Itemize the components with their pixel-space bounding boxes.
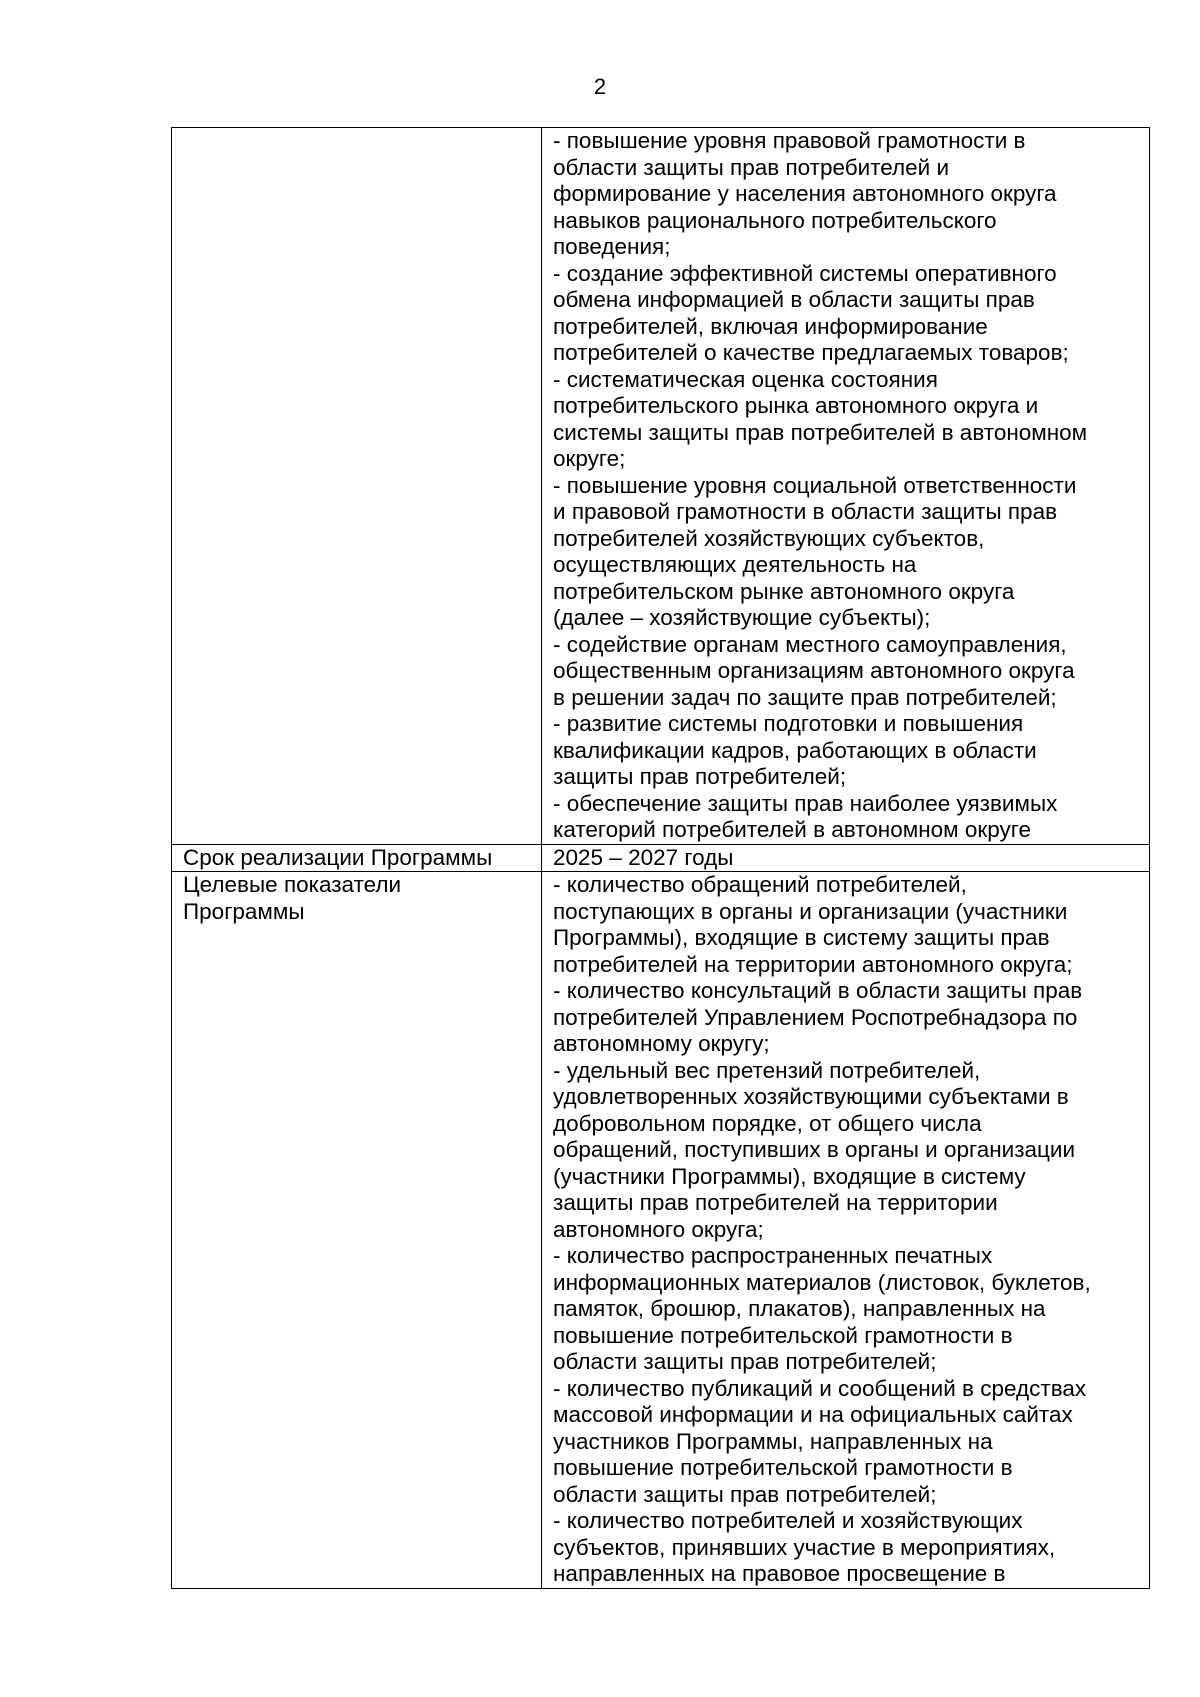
row-value-line: - содействие органам местного самоуправления, [553, 631, 1067, 657]
row-value-line: повышение потребительской грамотности в [553, 1322, 1013, 1348]
row-label-line: Целевые показатели [183, 872, 402, 897]
row-value-line: потребителей, включая информирование [553, 313, 988, 339]
row-value-line: потребительском рынке автономного округа [553, 578, 1015, 604]
row-value-line: - повышение уровня правовой грамотности в [553, 128, 1026, 153]
row-value-line: (участники Программы), входящие в систему [553, 1163, 1026, 1189]
row-label-cell [172, 844, 542, 872]
row-value-line: навыков рационального потребительского [553, 207, 997, 233]
row-value-line: осуществляющих деятельность на [553, 552, 917, 577]
row-value-line: защиты прав потребителей на территории [553, 1190, 998, 1215]
row-value-line: квалификации кадров, работающих в области [553, 737, 1037, 763]
row-value-line: потребительского рынка автономного округа и [553, 393, 1039, 418]
table-row [172, 844, 1150, 872]
row-value-cell [542, 844, 1150, 872]
row-value-line: поведения; [553, 234, 671, 259]
row-label-line: Срок реализации Программы [183, 844, 493, 870]
row-value-line: - обеспечение защиты прав наиболее уязвимых [553, 790, 1058, 816]
row-value-line: системы защиты прав потребителей в автономном [553, 419, 1088, 445]
row-value-cell [542, 128, 1150, 845]
row-value-line: участников Программы, направленных на [553, 1428, 993, 1454]
row-value-line: - развитие системы подготовки и повышения [553, 711, 1024, 736]
row-value-line: памяток, брошюр, плакатов), направленных на [553, 1296, 1046, 1321]
row-value-line: формирование у населения автономного округа [553, 181, 1057, 206]
row-value-line: потребителей хозяйствующих субъектов, [553, 525, 985, 551]
row-value-line: потребителей на территории автономного округа; [553, 951, 1073, 977]
row-value-line: автономному округу; [553, 1031, 770, 1056]
row-value-line: общественным организациям автономного округа [553, 658, 1075, 683]
row-value-line: - количество потребителей и хозяйствующих [553, 1508, 1023, 1533]
row-value-line: округе; [553, 446, 626, 471]
row-value-line: субъектов, принявших участие в мероприятиях, [553, 1534, 1056, 1560]
row-value-line: потребителей о качестве предлагаемых товаров; [553, 340, 1069, 365]
row-value-line: - количество публикаций и сообщений в средствах [553, 1375, 1087, 1401]
row-value-line: массовой информации и на официальных сайтах [553, 1402, 1073, 1427]
row-value-line: повышение потребительской грамотности в [553, 1455, 1013, 1480]
row-value-line: удовлетворенных хозяйствующими субъектами в [553, 1084, 1069, 1109]
row-value-line: обращений, поступивших в органы и организации [553, 1137, 1076, 1162]
row-value-cell [542, 872, 1150, 1589]
row-label-cell [172, 128, 542, 845]
row-value-line: направленных на правовое просвещение в [553, 1561, 1006, 1586]
row-value-line: потребителей Управлением Роспотребнадзора по [553, 1004, 1078, 1030]
row-value-line: - повышение уровня социальной ответственности [553, 472, 1077, 498]
row-value-line: добровольном порядке, от общего числа [553, 1110, 982, 1136]
row-value-line: - количество консультаций в области защиты прав [553, 978, 1083, 1003]
page-number: 2 [593, 74, 607, 99]
row-value-line: в решении задач по защите прав потребителей; [553, 684, 1057, 710]
row-value-line: - количество обращений потребителей, [553, 872, 967, 897]
row-value-line: поступающих в органы и организации (участники [553, 898, 1068, 924]
row-value-line: автономного округа; [553, 1216, 764, 1242]
row-value-line: области защиты прав потребителей и [553, 154, 950, 180]
row-value-line: - количество распространенных печатных [553, 1243, 993, 1268]
row-value-line: Программы), входящие в систему защиты прав [553, 925, 1050, 950]
row-value-line: - создание эффективной системы оперативного [553, 260, 1057, 286]
table-row [172, 128, 1150, 845]
row-value-line: и правовой грамотности в области защиты прав [553, 499, 1058, 524]
row-label-cell [172, 872, 542, 1589]
row-value-line: обмена информацией в области защиты прав [553, 287, 1035, 312]
row-value-line: защиты прав потребителей; [553, 764, 847, 789]
program-passport-table [171, 127, 1150, 1589]
row-value-line: информационных материалов (листовок, буклетов, [553, 1269, 1091, 1295]
row-value-line: области защиты прав потребителей; [553, 1349, 937, 1374]
row-value-line: категорий потребителей в автономном округе [553, 817, 1031, 842]
row-value-line: области защиты прав потребителей; [553, 1481, 937, 1507]
table-body [172, 128, 1150, 1589]
row-value-line: 2025 – 2027 годы [553, 844, 734, 870]
table-row [172, 872, 1150, 1589]
row-value-line: - систематическая оценка состояния [553, 366, 938, 392]
row-value-line: - удельный вес претензий потребителей, [553, 1057, 981, 1083]
row-value-line: (далее – хозяйствующие субъекты); [553, 605, 931, 630]
row-label-line: Программы [183, 898, 305, 924]
